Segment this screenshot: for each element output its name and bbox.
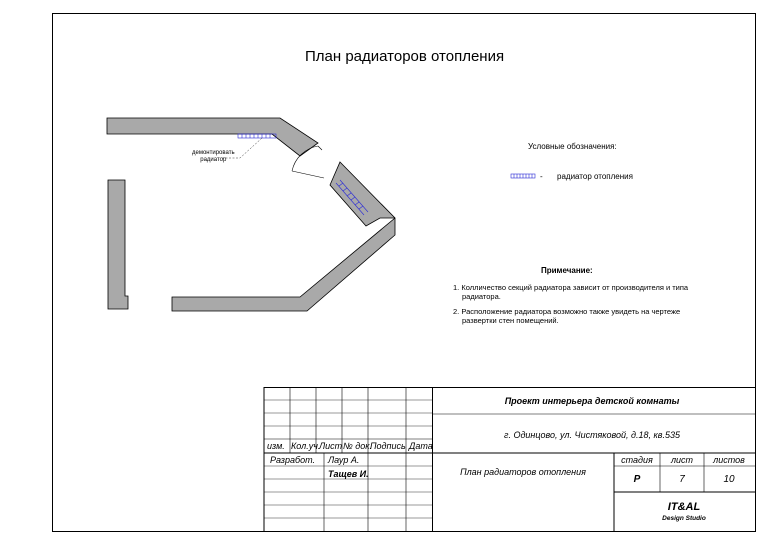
legend-radiator-label: радиатор отопления — [557, 172, 633, 181]
drawing-title: План радиаторов отопления — [305, 48, 505, 65]
floor-plan — [107, 118, 395, 311]
note-item-2 — [453, 307, 680, 325]
note-1-line-2: радиатора. — [462, 292, 501, 301]
demount-line-2: радиатор — [200, 157, 227, 163]
developer-role: Разработ. — [270, 455, 315, 465]
legend-dash: - — [540, 172, 543, 181]
sheet-title: План радиаторов отопления — [460, 467, 586, 477]
sheet-number: 7 — [679, 474, 685, 485]
header-list: Лист — [319, 441, 343, 451]
note-item-1 — [453, 283, 688, 301]
sheet-frame — [53, 14, 756, 532]
notes-heading: Примечание: — [541, 266, 593, 275]
demount-note — [192, 150, 235, 164]
radiator-top — [238, 134, 276, 138]
sheets-total: 10 — [723, 474, 735, 485]
note-1-line-1: 1. Колличество секций радиатора зависит от производителя и типа — [453, 283, 689, 292]
header-signature: Подпись — [370, 441, 406, 451]
wall-right-diagonal — [172, 162, 395, 311]
legend-heading: Условные обозначения: — [528, 142, 617, 151]
project-title: Проект интерьера детской комнаты — [504, 396, 680, 406]
note-2-line-2: развертки стен помещений. — [462, 316, 559, 325]
header-doc-no: № док. — [343, 441, 372, 451]
studio-name: IT&AL — [667, 501, 701, 513]
legend-radiator-icon — [511, 174, 535, 178]
developer-name-1: Лаур А. — [328, 455, 360, 465]
stage-label: стадия — [621, 455, 653, 465]
studio-subtitle: Design Studio — [662, 515, 706, 522]
developer-name-2: Тащев И. — [328, 469, 369, 479]
sheet-label: лист — [670, 455, 694, 465]
project-address: г. Одинцово, ул. Чистяковой, д.18, кв.535 — [504, 430, 680, 440]
sheets-label: листов — [713, 455, 745, 465]
header-date: Дата — [409, 441, 433, 451]
stage-value: Р — [633, 474, 641, 485]
demount-line-1: демонтировать — [192, 150, 235, 156]
header-kol-uch: Кол.уч. — [291, 441, 321, 451]
note-2-line-1: 2. Расположение радиатора возможно также увидеть на чертеже — [453, 307, 681, 316]
header-izm: изм. — [267, 441, 285, 451]
wall-left — [108, 180, 128, 309]
